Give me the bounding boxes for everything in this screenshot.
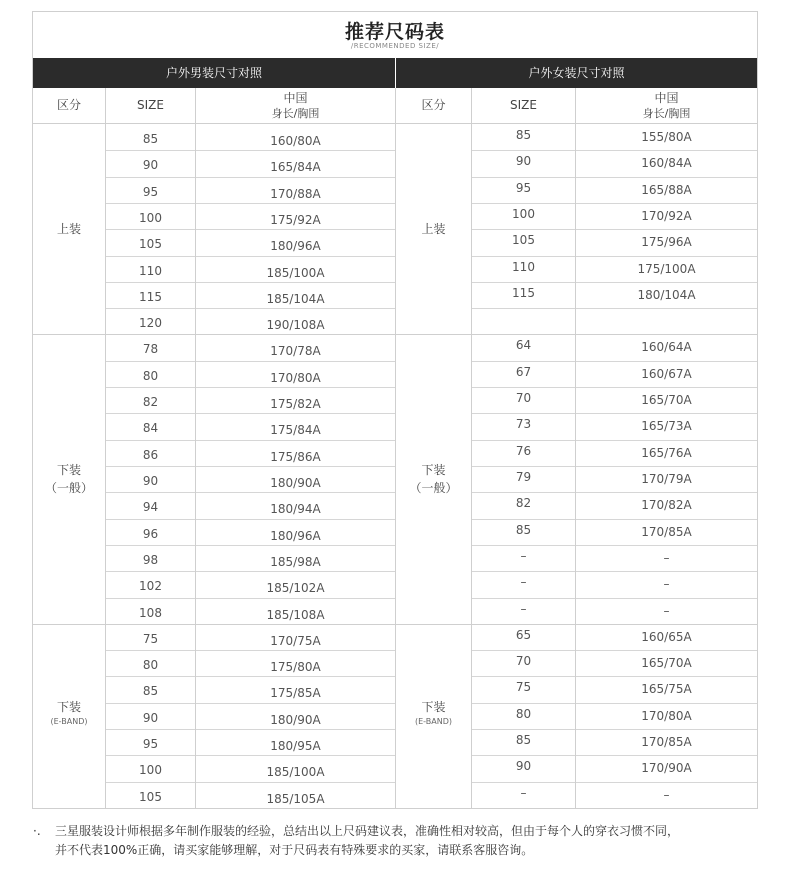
women-china-size-cell: 170/80A xyxy=(641,708,692,723)
men-size-cell: 85 xyxy=(142,132,159,146)
women-size-cell xyxy=(472,308,575,334)
chart-subtitle: /RECOMMENDED SIZE/ xyxy=(350,42,440,50)
women-size-cell: – xyxy=(520,601,527,616)
men-china-size-cell: 160/80A xyxy=(270,134,321,148)
men-china-size-cell: 175/84A xyxy=(270,423,321,438)
women-size-cell: 76 xyxy=(515,443,532,458)
women-china-size-cell: 160/84A xyxy=(641,156,692,171)
women-col-china-line2: 身长/胸围 xyxy=(642,106,691,120)
men-size-cell: 85 xyxy=(142,684,159,699)
women-size-cell: – xyxy=(520,785,527,800)
men-group-label xyxy=(33,220,105,238)
men-size-cell: 105 xyxy=(139,789,162,804)
men-size-cell: 75 xyxy=(142,631,159,646)
men-china-size-cell: 170/75A xyxy=(270,633,321,648)
footnote-bullet: ·. xyxy=(33,824,41,838)
men-size-cell: 80 xyxy=(142,368,159,383)
men-size-cell: 105 xyxy=(139,237,162,252)
men-china-size-cell: 180/95A xyxy=(270,739,321,754)
women-china-size-cell: 175/96A xyxy=(641,235,692,250)
women-china-size-cell: 165/73A xyxy=(641,419,692,434)
women-china-size-cell: 160/64A xyxy=(641,340,692,355)
size-chart xyxy=(32,11,758,809)
footnote-text xyxy=(55,822,775,860)
women-size-cell: 110 xyxy=(512,259,535,274)
women-vline-1 xyxy=(471,88,472,808)
men-size-cell: 102 xyxy=(139,579,162,594)
women-size-cell: – xyxy=(520,575,527,590)
men-col-size xyxy=(106,88,195,124)
women-size-cell: 82 xyxy=(515,496,532,511)
men-china-size-cell: 170/78A xyxy=(270,344,321,359)
women-size-cell: 100 xyxy=(512,206,535,221)
men-size-cell: 98 xyxy=(142,552,159,567)
men-size-cell: 95 xyxy=(142,184,159,199)
men-size-cell: 94 xyxy=(142,500,159,515)
men-china-size-cell: 175/92A xyxy=(270,212,321,227)
men-china-size-cell: 180/90A xyxy=(270,712,321,727)
women-group-name: 下装 xyxy=(421,699,446,714)
women-china-size-cell: 155/80A xyxy=(641,130,692,144)
women-china-size-cell: – xyxy=(663,577,670,592)
women-china-size-cell: 160/67A xyxy=(641,366,692,381)
women-col-china xyxy=(576,88,757,124)
men-group-name: 上装 xyxy=(56,222,81,237)
men-group-sublabel: （一般） xyxy=(44,481,93,496)
center-divider xyxy=(395,88,396,808)
women-china-size-cell: 170/92A xyxy=(641,208,692,223)
chart-title-block xyxy=(33,12,757,58)
men-size-cell: 100 xyxy=(139,210,162,225)
women-size-cell: 64 xyxy=(515,338,532,353)
men-size-cell: 90 xyxy=(142,474,159,488)
women-size-cell: 79 xyxy=(515,470,532,484)
women-china-size-cell: 170/90A xyxy=(641,761,692,776)
women-china-size-cell: 165/70A xyxy=(641,393,692,408)
men-group-label xyxy=(33,698,105,728)
men-size-cell: 90 xyxy=(142,158,159,173)
women-china-size-cell: – xyxy=(663,603,670,618)
women-size-cell: 73 xyxy=(515,417,532,432)
women-group-label xyxy=(396,220,471,238)
men-china-size-cell: 180/94A xyxy=(270,502,321,517)
men-size-cell: 82 xyxy=(142,395,159,410)
men-china-size-cell: 185/102A xyxy=(266,581,325,596)
women-china-size-cell: – xyxy=(663,787,670,802)
men-size-cell: 115 xyxy=(139,289,162,304)
women-china-size-cell: 160/65A xyxy=(641,629,692,644)
men-china-size-cell: 170/88A xyxy=(270,186,321,201)
men-china-size-cell: 185/108A xyxy=(266,607,325,622)
women-col-category-label: 区分 xyxy=(421,98,446,112)
women-china-size-cell: 165/75A xyxy=(641,682,692,697)
women-size-cell: 105 xyxy=(512,233,535,248)
women-china-size-cell: 165/88A xyxy=(641,182,692,197)
men-china-size-cell: 185/98A xyxy=(270,554,321,569)
men-china-size-cell: 175/86A xyxy=(270,449,321,464)
men-group-label xyxy=(33,461,105,497)
women-size-cell: 80 xyxy=(515,706,532,721)
men-size-cell: 84 xyxy=(142,421,159,436)
women-china-size-cell: 165/76A xyxy=(641,445,692,460)
men-size-cell: 96 xyxy=(142,526,159,541)
men-col-category xyxy=(33,88,105,124)
men-size-cell: 110 xyxy=(139,263,162,278)
women-group-sublabel: (E-BAND) xyxy=(414,716,452,726)
women-china-size-cell: 170/85A xyxy=(641,735,692,750)
women-size-cell: 75 xyxy=(515,680,532,695)
women-size-cell: 70 xyxy=(515,391,532,406)
women-size-cell: 90 xyxy=(515,759,532,774)
women-table-header: 户外女装尺寸对照 xyxy=(396,58,757,88)
women-china-size-cell: 165/70A xyxy=(641,656,692,671)
men-vline-1 xyxy=(105,88,106,808)
men-china-size-cell: 185/105A xyxy=(266,791,325,806)
women-size-cell: 67 xyxy=(515,364,532,379)
men-size-cell: 120 xyxy=(139,316,162,331)
men-china-size-cell: 185/100A xyxy=(266,765,325,780)
footnote-line-2: 并不代表100%正确，请买家能够理解，对于尺码表有特殊要求的买家，请联系客服咨询。 xyxy=(55,843,534,857)
men-size-cell: 90 xyxy=(142,710,159,725)
women-group-sublabel: （一般） xyxy=(409,481,458,496)
men-china-size-cell: 165/84A xyxy=(270,160,321,175)
women-china-size-cell: 170/85A xyxy=(641,524,692,539)
men-col-china-line2: 身长/胸围 xyxy=(271,106,320,120)
women-size-cell: 85 xyxy=(515,522,532,537)
men-china-size-cell: 185/100A xyxy=(266,265,325,280)
women-col-china-line1: 中国 xyxy=(654,90,679,105)
men-col-china-line1: 中国 xyxy=(283,90,308,105)
men-china-size-cell: 190/108A xyxy=(266,318,325,333)
women-size-cell: 115 xyxy=(512,285,535,300)
women-china-size-cell: 170/79A xyxy=(641,472,692,486)
women-china-size-cell: 175/100A xyxy=(637,261,696,276)
women-group-label xyxy=(396,698,471,728)
women-group-label xyxy=(396,461,471,497)
women-china-size-cell xyxy=(576,308,757,334)
women-china-size-cell: 170/82A xyxy=(641,498,692,513)
men-col-category-label: 区分 xyxy=(56,98,81,112)
chart-title: 推荐尺码表 xyxy=(344,21,445,43)
men-group-sublabel: (E-BAND) xyxy=(50,716,88,726)
men-col-size-label: SIZE xyxy=(137,98,164,112)
men-size-cell: 95 xyxy=(142,737,159,752)
men-china-size-cell: 175/82A xyxy=(270,397,321,412)
men-size-cell: 108 xyxy=(139,605,162,620)
men-col-china xyxy=(196,88,395,124)
men-china-size-cell: 180/96A xyxy=(270,239,321,254)
women-size-cell: 70 xyxy=(515,654,532,669)
men-size-cell: 100 xyxy=(139,763,162,778)
women-group-name: 上装 xyxy=(421,222,446,237)
men-china-size-cell: 180/90A xyxy=(270,476,321,490)
men-china-size-cell: 175/85A xyxy=(270,686,321,701)
footnote-line-1: 三星服装设计师根据多年制作服装的经验，总结出以上尺码建议表，准确性相对较高，但由于每个人的穿衣习惯不同， xyxy=(55,824,680,838)
women-group-name: 下装 xyxy=(421,463,446,478)
women-size-cell: – xyxy=(520,548,527,563)
women-size-cell: 65 xyxy=(515,627,532,642)
men-group-name: 下装 xyxy=(56,463,81,478)
men-china-size-cell: 185/104A xyxy=(266,291,325,306)
women-col-size xyxy=(472,88,575,124)
women-china-size-cell: – xyxy=(663,550,670,565)
women-vline-2 xyxy=(575,88,576,808)
women-size-cell: 95 xyxy=(515,180,532,195)
men-china-size-cell: 180/96A xyxy=(270,528,321,543)
women-size-cell: 85 xyxy=(515,128,532,142)
women-china-size-cell: 180/104A xyxy=(637,287,696,302)
women-col-size-label: SIZE xyxy=(510,98,537,112)
men-size-cell: 80 xyxy=(142,658,159,673)
men-china-size-cell: 170/80A xyxy=(270,370,321,385)
men-vline-2 xyxy=(195,88,196,808)
women-size-cell: 85 xyxy=(515,733,532,748)
women-col-category xyxy=(396,88,471,124)
men-size-cell: 78 xyxy=(142,342,159,357)
men-table-header: 户外男装尺寸对照 xyxy=(33,58,395,88)
men-china-size-cell: 175/80A xyxy=(270,660,321,675)
men-size-cell: 86 xyxy=(142,447,159,462)
men-group-name: 下装 xyxy=(56,699,81,714)
women-size-cell: 90 xyxy=(515,154,532,169)
